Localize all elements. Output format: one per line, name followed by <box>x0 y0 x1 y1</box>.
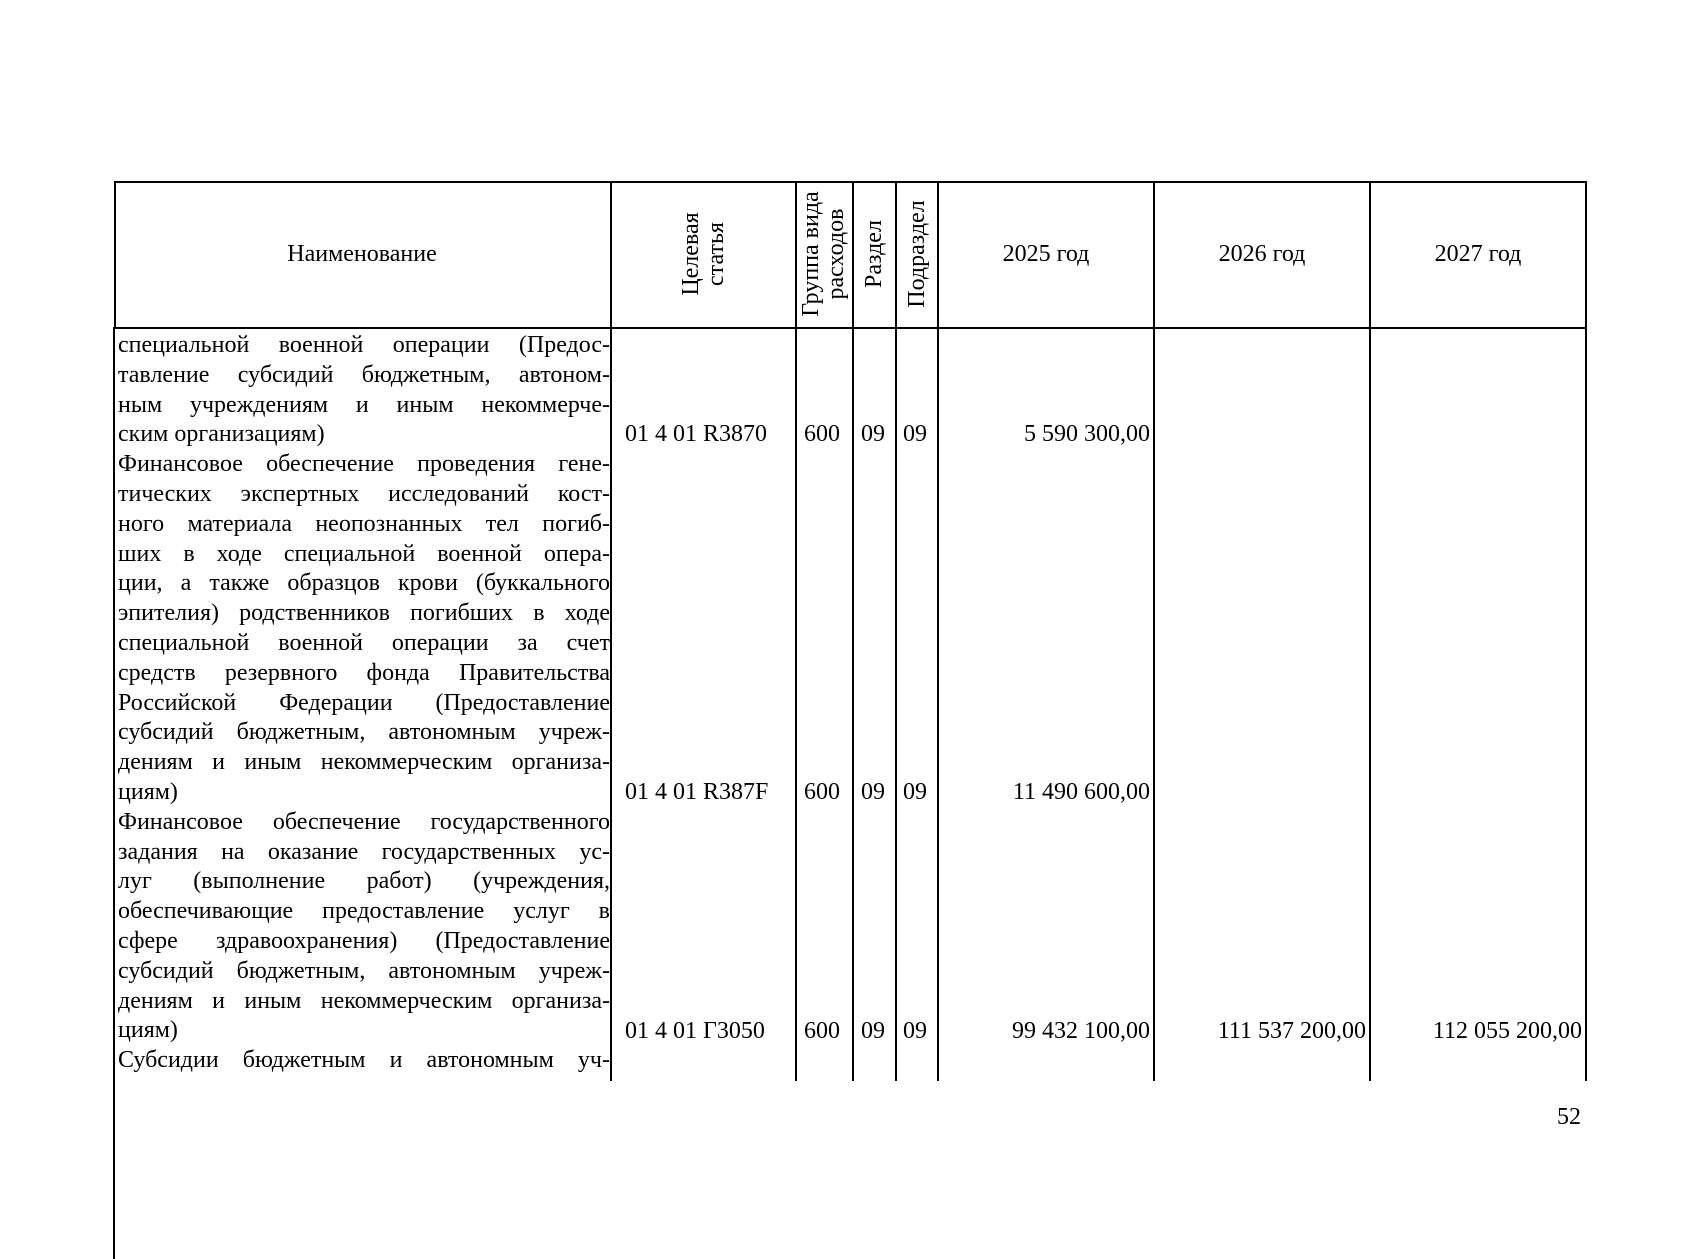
row1-subsection: 09 <box>903 421 927 447</box>
name-line: циям) <box>118 778 178 805</box>
header-2025: 2025 год <box>1002 240 1090 267</box>
col-divider-2 <box>795 181 797 1081</box>
row3-expense-group: 600 <box>804 1018 840 1044</box>
name-line: Финансовое обеспечение государственного <box>118 808 610 835</box>
name-line: ших в ходе специальной военной опера- <box>118 540 610 567</box>
header-subsection: Подраздел <box>903 200 930 308</box>
header-expense-group <box>798 183 850 325</box>
name-line: дениям и иным некоммерческим организа- <box>118 749 610 776</box>
name-column-text <box>118 331 610 1076</box>
row1-expense-group: 600 <box>804 421 840 447</box>
col-divider-1 <box>610 181 612 1081</box>
name-line: Российской Федерации (Предоставление <box>118 689 610 716</box>
name-line: сфере здравоохранения) (Предоставление <box>118 927 610 954</box>
name-line: ного материала неопознанных тел погиб- <box>118 510 610 537</box>
row1-section: 09 <box>861 421 885 447</box>
name-line: ции, а также образцов крови (буккального <box>118 570 610 597</box>
name-line: ским организациям) <box>118 421 325 448</box>
name-line: Финансовое обеспечение проведения гене- <box>118 451 610 478</box>
name-line: задания на оказание государственных ус- <box>118 838 610 865</box>
header-target-article-line1: Целевая <box>678 212 704 296</box>
row2-expense-group: 600 <box>804 779 840 805</box>
row2-2025: 11 490 600,00 <box>1012 779 1150 805</box>
col-divider-4 <box>895 181 897 1081</box>
name-line: тических экспертных исследований кост- <box>118 480 610 507</box>
header-section: Раздел <box>860 220 887 288</box>
col-divider-3 <box>852 181 854 1081</box>
row1-2025: 5 590 300,00 <box>1024 421 1150 447</box>
name-line: дениям и иным некоммерческим организа- <box>118 987 610 1014</box>
name-line: специальной военной операции за счет <box>118 629 610 656</box>
row2-target-article: 01 4 01 R387F <box>625 779 769 805</box>
budget-table <box>114 181 1587 1081</box>
name-line: тавление субсидий бюджетным, автоном- <box>118 361 610 388</box>
row3-2026: 111 537 200,00 <box>1217 1018 1366 1044</box>
page-number: 52 <box>1557 1104 1581 1130</box>
header-expense-group-line1: Группа вида <box>798 191 824 317</box>
header-2026: 2026 год <box>1218 240 1306 267</box>
row2-section: 09 <box>861 779 885 805</box>
header-2027: 2027 год <box>1434 240 1522 267</box>
table-left-border <box>113 327 115 1259</box>
header-bottom-border <box>114 327 1587 329</box>
name-line: субсидий бюджетным, автономным учреж- <box>118 957 610 984</box>
name-line: циям) <box>118 1017 178 1044</box>
row3-subsection: 09 <box>903 1018 927 1044</box>
name-line: Субсидии бюджетным и автономным уч- <box>118 1047 610 1074</box>
name-line: эпителия) родственников погибших в ходе <box>118 600 610 627</box>
header-name: Наименование <box>287 240 437 267</box>
header-target-article <box>677 184 731 324</box>
name-line: средств резервного фонда Правительства <box>118 659 610 686</box>
header-expense-group-line2: расходов <box>823 208 849 300</box>
name-line: субсидий бюджетным, автономным учреж- <box>118 719 610 746</box>
table-right-border <box>1585 181 1587 1081</box>
row3-2025: 99 432 100,00 <box>1012 1018 1150 1044</box>
row1-target-article: 01 4 01 R3870 <box>625 421 768 447</box>
row3-target-article: 01 4 01 Г3050 <box>625 1018 765 1044</box>
row2-subsection: 09 <box>903 779 927 805</box>
name-line: специальной военной операции (Предос- <box>118 332 610 358</box>
name-line: луг (выполнение работ) (учреждения, <box>118 868 610 895</box>
name-line: ным учреждениям и иным некоммерче- <box>118 391 610 418</box>
name-line: обеспечивающие предоставление услуг в <box>118 898 610 925</box>
row3-section: 09 <box>861 1018 885 1044</box>
header-target-article-line2: статья <box>703 222 729 286</box>
row3-2027: 112 055 200,00 <box>1432 1018 1582 1044</box>
